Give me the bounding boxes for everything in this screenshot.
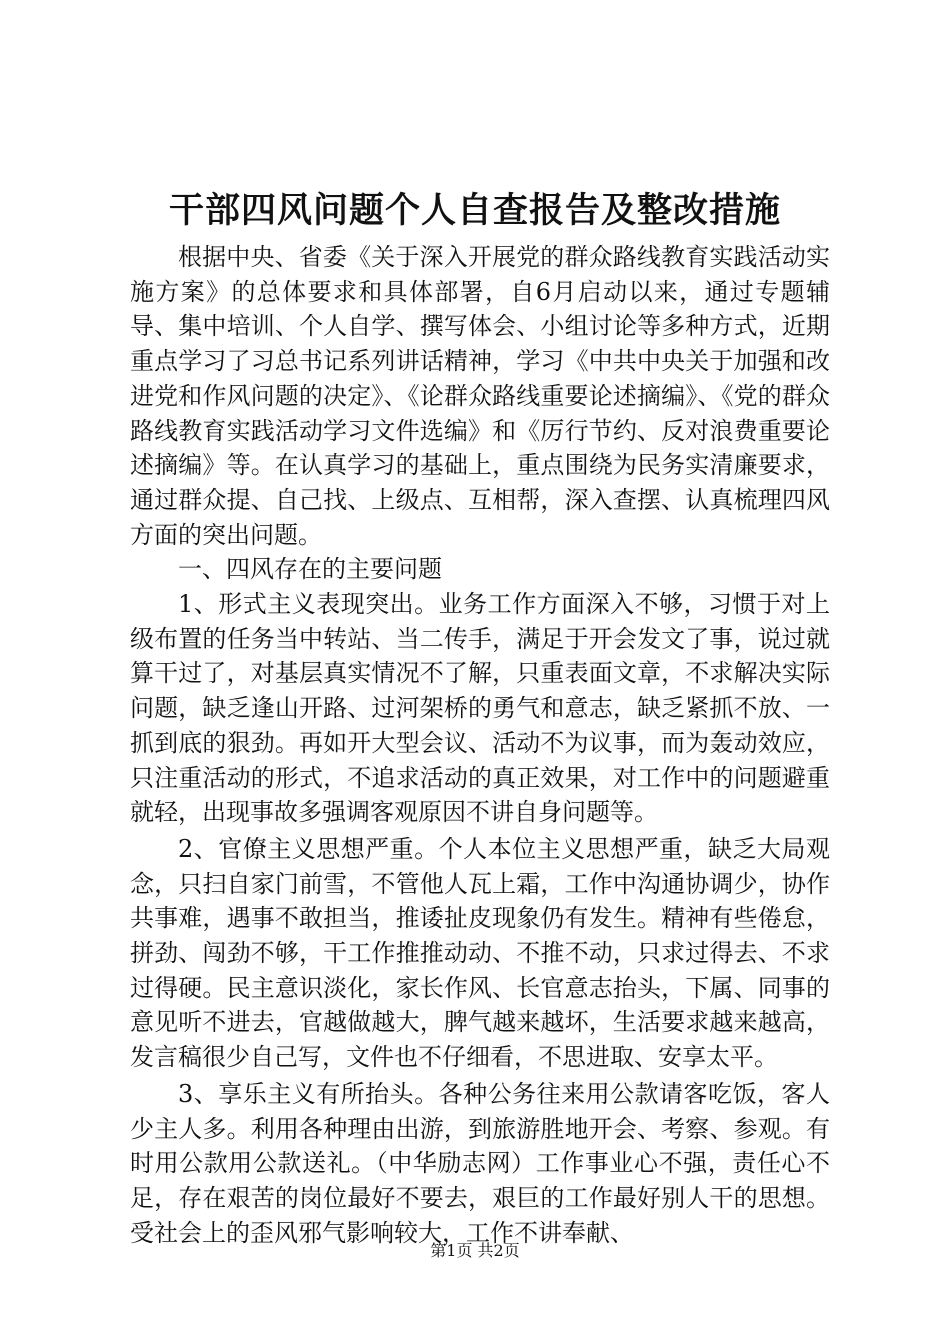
- paragraph-hedonism: 3、享乐主义有所抬头。各种公务往来用公款请客吃饭，客人少主人多。利用各种理由出游，到旅游胜地开会、考察、参观。有时用公款用公款送礼。（中华励志网）工作事业心不强，责任心不足，存在艰苦的岗位最好不要去，艰巨的工作最好别人干的思想。受社会上的歪风邪气影响较大，工作不讲奉献、: [130, 1079, 830, 1247]
- document-title: 干部四风问题个人自查报告及整改措施: [168, 190, 781, 231]
- section-heading: 一、四风存在的主要问题: [178, 555, 442, 584]
- intro-paragraph: 根据中央、省委《关于深入开展党的群众路线教育实践活动实施方案》的总体要求和具体部署，自6月启动以来，通过专题辅导、集中培训、个人自学、撰写体会、小组讨论等多种方式，近期重点学习了习总书记系列讲话精神，学习《中共中央关于加强和改进党和作风问题的决定》、《论群众路线重要论述摘编》、《党的群众路线教育实践活动学习文件选编》和《厉行节约、反对浪费重要论述摘编》等。在认真学习的基础上，重点围绕为民务实清廉要求，通过群众提、自己找、上级点、互相帮，深入查摆、认真梳理四风方面的突出问题。: [130, 243, 830, 549]
- document-body: [130, 240, 830, 1250]
- paragraph-formalism: 1、形式主义表现突出。业务工作方面深入不够，习惯于对上级布置的任务当中转站、当二传手，满足于开会发文了事，说过就算干过了，对基层真实情况不了解，只重表面文章，不求解决实际问题，缺乏逢山开路、过河架桥的勇气和意志，缺乏紧抓不放、一抓到底的狠劲。再如开大型会议、活动不为议事，而为轰动效应，只注重活动的形式，不追求活动的真正效果，对工作中的问题避重就轻，出现事故多强调客观原因不讲自身问题等。: [130, 590, 830, 827]
- page-number: 第1页 共2页: [430, 1241, 520, 1260]
- paragraph-bureaucratism: 2、官僚主义思想严重。个人本位主义思想严重，缺乏大局观念，只扫自家门前雪，不管他人瓦上霜，工作中沟通协调少，协作共事难，遇事不敢担当，推诿扯皮现象仍有发生。精神有些倦怠，拼劲、闯劲不够，干工作推推动动、不推不动，只求过得去、不求过得硬。民主意识淡化，家长作风、长官意志抬头，下属、同事的意见听不进去，官越做越大，脾气越来越坏，生活要求越来越高，发言稿很少自己写，文件也不仔细看，不思进取、安享太平。: [130, 834, 830, 1072]
